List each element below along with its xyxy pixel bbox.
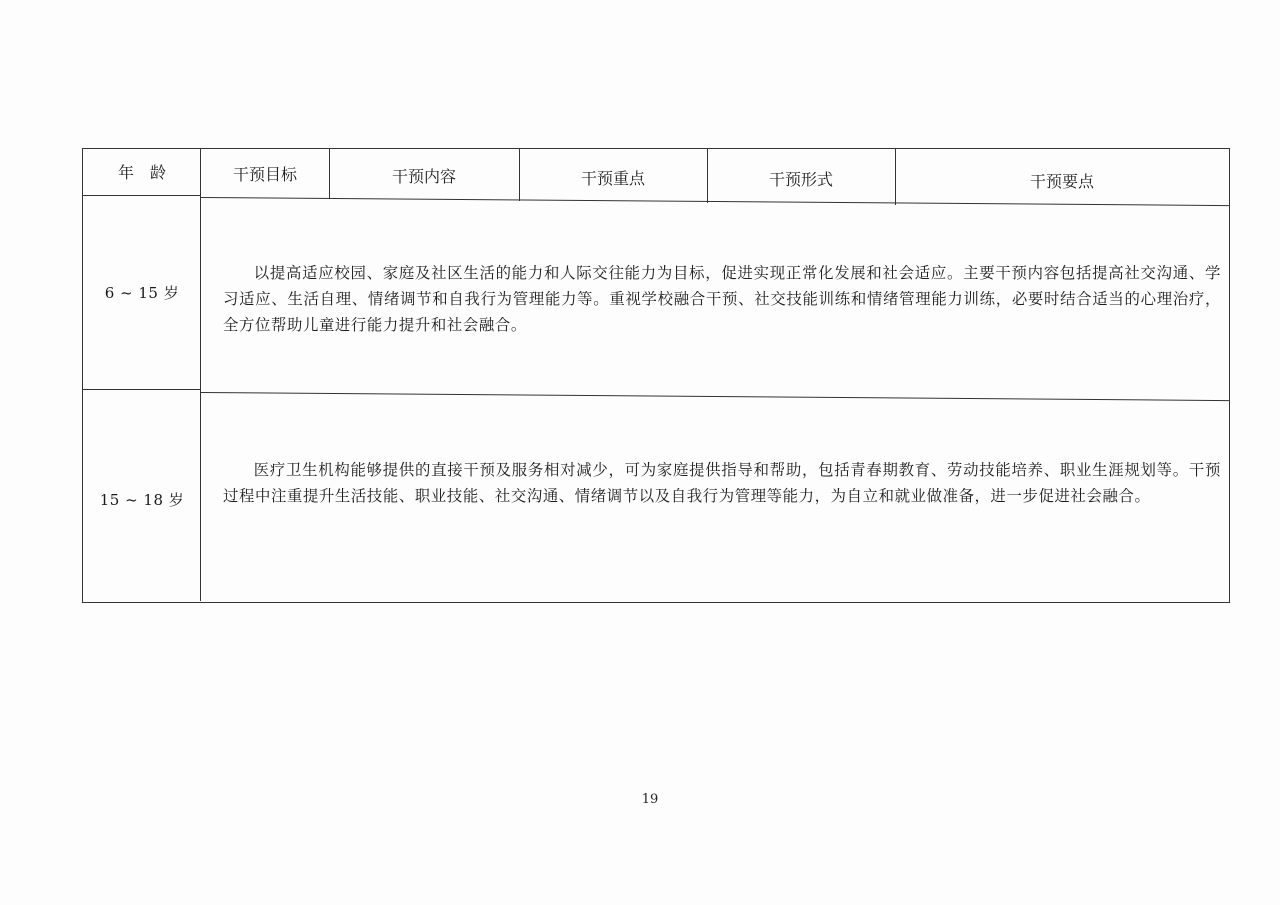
- header-focus: 干预重点: [580, 168, 645, 188]
- column-divider: [200, 149, 201, 601]
- row-divider: [201, 392, 1229, 401]
- age-cell: 6 ~ 15 岁: [104, 283, 180, 302]
- age-cell: 15 ~ 18 岁: [99, 490, 185, 509]
- row-content-text: 以提高适应校园、家庭及社区生活的能力和人际交往能力为目标，促进实现正常化发展和社会适应。主要干预内容包括提高社交沟通、学习适应、生活自理、情绪调节和自我行为管理能力等。重视学校融合干预、社交技能训练和情绪管理能力训练，必要时结合适当的心理治疗，全方位帮助儿童进行能力提升和社会融合。: [223, 264, 1221, 334]
- header-content: 干预内容: [391, 166, 456, 186]
- header-key-points: 干预要点: [1029, 171, 1094, 191]
- row-content-text: 医疗卫生机构能够提供的直接干预及服务相对减少，可为家庭提供指导和帮助，包括青春期教育、劳动技能培养、职业生涯规划等。干预过程中注重提升生活技能、职业技能、社交沟通、情绪调节以及自我行为管理等能力，为自立和就业做准备，进一步促进社会融合。: [223, 461, 1221, 505]
- header-goal: 干预目标: [232, 164, 297, 184]
- row-divider: [83, 389, 201, 390]
- page-number: 19: [641, 792, 659, 807]
- intervention-table: [82, 148, 1230, 603]
- header-form: 干预形式: [768, 169, 833, 189]
- header-age: 年 龄: [117, 162, 166, 182]
